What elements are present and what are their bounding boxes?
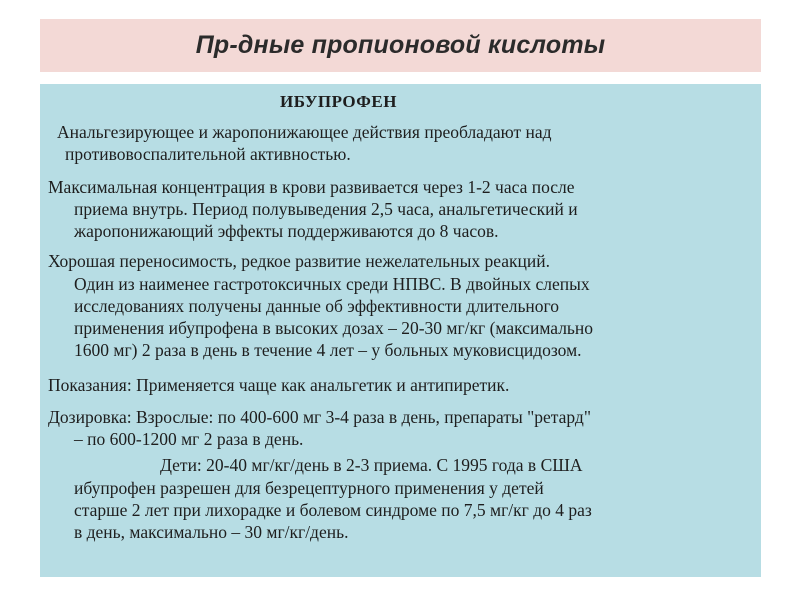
text-line: Хорошая переносимость, редкое развитие нежелательных реакций.	[48, 251, 550, 271]
text-line: Один из наименее гастротоксичных среди НПВС. В двойных слепых	[74, 274, 590, 294]
content-box	[40, 84, 761, 577]
text-line: жаропонижающий эффекты поддерживаются до 8 часов.	[74, 221, 499, 241]
text-line: исследованиях получены данные об эффективности длительного	[74, 296, 560, 316]
text-line: 1600 мг) 2 раза в день в течение 4 лет – у больных муковисцидозом.	[74, 340, 582, 360]
text-line: – по 600-1200 мг 2 раза в день.	[74, 429, 304, 449]
text-line: Дети: 20-40 мг/кг/день в 2-3 приема. С 1995 года в США	[160, 455, 583, 475]
text-line: ибупрофен разрешен для безрецептурного применения у детей	[74, 478, 544, 498]
text-line: Дозировка: Взрослые: по 400-600 мг 3-4 раза в день, препараты "ретард"	[48, 407, 591, 427]
slide-title: Пр-дные пропионовой кислоты	[195, 31, 606, 59]
title-bar	[40, 19, 761, 72]
text-line: старше 2 лет при лихорадке и болевом синдроме по 7,5 мг/кг до 4 раз	[74, 500, 592, 520]
text-line: в день, максимально – 30 мг/кг/день.	[74, 522, 349, 542]
text-line: противовоспалительной активностью.	[65, 144, 351, 164]
text-line: Показания: Применяется чаще как анальгетик и антипиретик.	[48, 375, 510, 395]
drug-heading: ИБУПРОФЕН	[280, 92, 397, 111]
text-line: применения ибупрофена в высоких дозах – 20-30 мг/кг (максимально	[74, 318, 594, 338]
text-line: приема внутрь. Период полувыведения 2,5 часа, анальгетический и	[74, 199, 578, 219]
text-line: Анальгезирующее и жаропонижающее действия преобладают над	[57, 122, 552, 142]
text-line: Максимальная концентрация в крови развивается через 1-2 часа после	[48, 177, 575, 197]
